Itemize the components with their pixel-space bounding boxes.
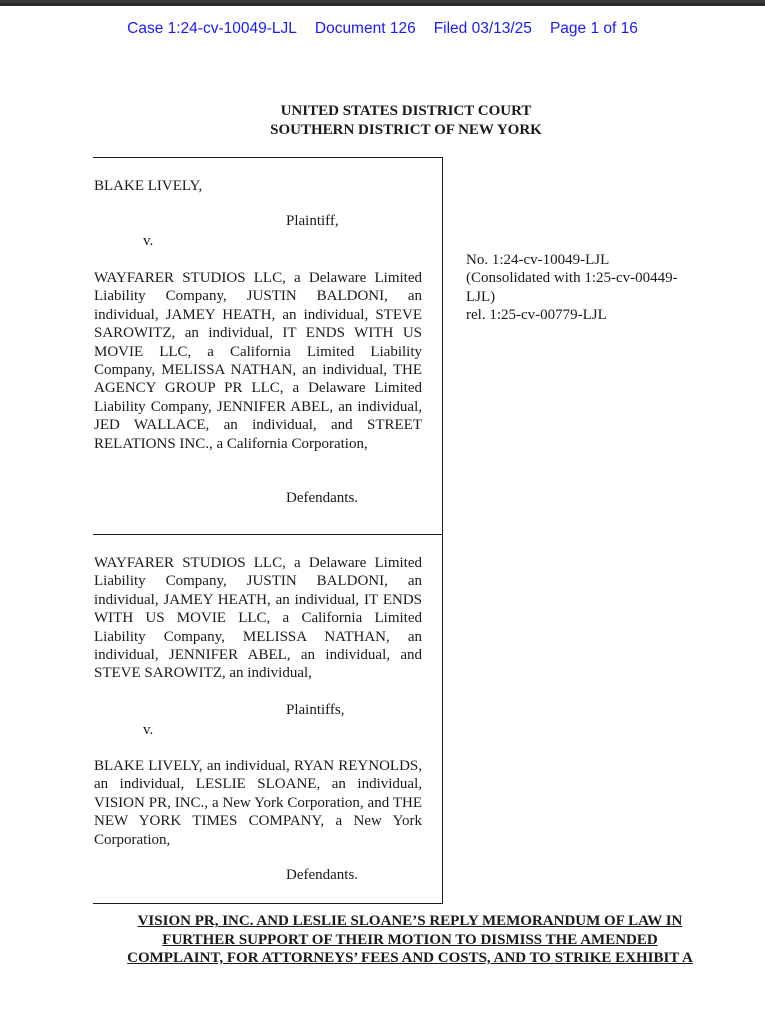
versus-label: v.: [143, 233, 154, 249]
defendants-role-label: Defendants.: [286, 490, 359, 506]
ecf-document-number: Document 126: [314, 20, 416, 37]
court-name: UNITED STATES DISTRICT COURT: [280, 103, 532, 119]
document-title: [90, 912, 730, 968]
defendants-list: WAYFARER STUDIOS LLC, a Delaware Limited Liability Company, JUSTIN BALDONI, an individual, JAMEY HEATH, an individual, STEVE SAROWITZ, an individual, IT ENDS WITH US MOVIE LLC, a California Limited Liability Company, MELISSA NATHAN, an individual, THE AGENCY GROUP PR LLC, a Delaware Limited Liability Company, JENNIFER ABEL, an individual, JED WALLACE, an individual, and STREET RELATIONS INC., a California Corporation,: [94, 270, 422, 452]
ecf-filing-header: [0, 20, 765, 38]
consolidated-note: (Consolidated with 1:25-cv-00449-: [466, 270, 678, 287]
document-title-line-1: VISION PR, INC. AND LESLIE SLOANE’S REPLY MEMORANDUM OF LAW IN: [137, 913, 683, 929]
case-number: No. 1:24-cv-10049-LJL: [466, 252, 610, 268]
consolidated-note-cont: LJL): [466, 288, 496, 305]
first-caption-defendants: [94, 269, 422, 453]
defendants-role-label-2: Defendants.: [286, 867, 359, 883]
ecf-case-number: Case 1:24-cv-10049-LJL: [127, 20, 297, 37]
counter-plaintiffs-list: WAYFARER STUDIOS LLC, a Delaware Limited Liability Company, JUSTIN BALDONI, an individual, JAMEY HEATH, an individual, IT ENDS WITH US MOVIE LLC, a California Limited Liability Company, MELISSA NATHAN, an individual, JENNIFER ABEL, an individual, and STEVE SAROWITZ, an individual,: [94, 555, 422, 682]
second-caption-plaintiffs: [94, 554, 422, 683]
plaintiffs-role-label: Plaintiffs,: [286, 702, 345, 718]
caption-top-rule: [93, 157, 442, 158]
caption-right-rule: [442, 157, 443, 904]
caption-bottom-rule: [93, 903, 443, 904]
court-district: SOUTHERN DISTRICT OF NEW YORK: [270, 122, 542, 138]
counter-defendants-list: BLAKE LIVELY, an individual, RYAN REYNOLDS, an individual, LESLIE SLOANE, an individual, VISION PR, INC., a New York Corporation, and THE NEW YORK TIMES COMPANY, a New York Corporation,: [94, 758, 422, 848]
second-caption-defendants: [94, 757, 422, 849]
ecf-filed-date: Filed 03/13/25: [433, 20, 532, 37]
versus-label-2: v.: [143, 722, 154, 738]
court-heading: [0, 102, 765, 140]
caption-middle-rule: [93, 534, 443, 535]
ecf-page-count: Page 1 of 16: [549, 20, 638, 37]
plaintiff-name: BLAKE LIVELY,: [94, 178, 203, 194]
case-number-block: [466, 251, 706, 325]
document-title-line-3: COMPLAINT, FOR ATTORNEYS’ FEES AND COSTS, AND TO STRIKE EXHIBIT A: [127, 950, 693, 966]
document-title-line-2: FURTHER SUPPORT OF THEIR MOTION TO DISMISS THE AMENDED: [162, 931, 658, 948]
plaintiff-role-label: Plaintiff,: [286, 213, 339, 229]
related-case: rel. 1:25-cv-00779-LJL: [466, 307, 607, 324]
viewer-top-bar: [0, 0, 765, 6]
first-caption-plaintiff: [94, 177, 422, 195]
